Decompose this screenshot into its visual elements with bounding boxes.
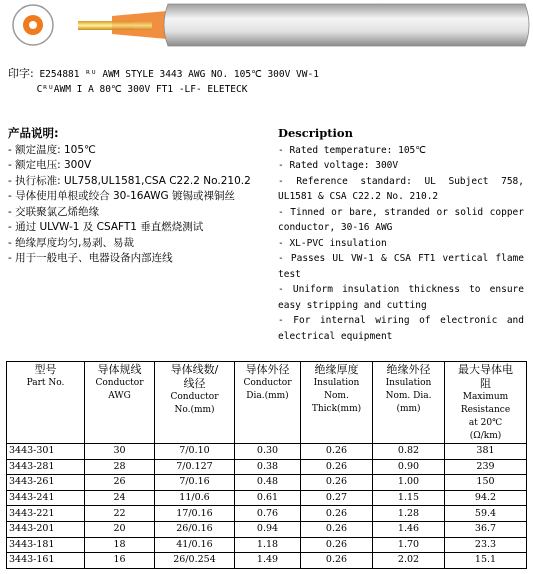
cell-conductor-awg: 18 xyxy=(85,537,155,553)
en-item: - For internal wiring of electronic and electrical equipment xyxy=(278,315,524,342)
cell-conductor-dia: 0.48 xyxy=(235,475,301,491)
cell-conductor-no: 26/0.254 xyxy=(155,553,235,569)
en-item: - Tinned or bare, stranded or solid copper conductor, 30-16 AWG xyxy=(278,206,524,233)
en-item: - Rated temperature: 105℃ xyxy=(278,144,426,156)
spec-table xyxy=(6,361,527,569)
cell-insulation-thick: 0.27 xyxy=(301,490,373,506)
cell-conductor-no: 26/0.16 xyxy=(155,521,235,537)
cell-conductor-no: 7/0.127 xyxy=(155,459,235,475)
table-row xyxy=(7,553,527,569)
cn-item: - 额定电压: 300V xyxy=(8,159,92,171)
header-max-resistance: 最大导体电 阻 Maximum Resistance at 20℃ (Ω/km) xyxy=(445,362,527,444)
cell-part-no: 3443-281 xyxy=(7,459,85,475)
print-line-1: E254881 ᴿᵁ AWM STYLE 3443 AWG NO. 105℃ 300V VW-1 xyxy=(39,69,319,80)
en-item: - Passes UL VW-1 & CSA FT1 vertical flame test xyxy=(278,253,524,280)
table-header-row xyxy=(7,362,527,444)
cell-part-no: 3443-261 xyxy=(7,475,85,491)
table-row xyxy=(7,444,527,460)
cell-conductor-awg: 16 xyxy=(85,553,155,569)
cn-description xyxy=(8,126,263,267)
cell-conductor-dia: 0.61 xyxy=(235,490,301,506)
header-conductor-dia: 导体外径 Conductor Dia.(mm) xyxy=(235,362,301,444)
cell-conductor-no: 7/0.10 xyxy=(155,444,235,460)
cn-item: - 额定温度: 105℃ xyxy=(8,143,96,156)
cell-max-resistance: 94.2 xyxy=(445,490,527,506)
cell-conductor-awg: 26 xyxy=(85,475,155,491)
cell-insulation-dia: 1.70 xyxy=(373,537,445,553)
cell-insulation-dia: 0.82 xyxy=(373,444,445,460)
header-insulation-thick: 绝缘厚度 Insulation Nom. Thick(mm) xyxy=(301,362,373,444)
en-item: - Uniform insulation thickness to ensure easy stripping and cutting xyxy=(278,284,524,311)
cell-max-resistance: 239 xyxy=(445,459,527,475)
cn-description-title: 产品说明: xyxy=(8,126,59,140)
cn-item: - 交联聚氯乙烯绝缘 xyxy=(8,205,100,218)
cell-insulation-dia: 0.90 xyxy=(373,459,445,475)
cell-insulation-thick: 0.26 xyxy=(301,475,373,491)
cell-max-resistance: 59.4 xyxy=(445,506,527,522)
cell-conductor-no: 41/0.16 xyxy=(155,537,235,553)
table-row xyxy=(7,506,527,522)
cell-part-no: 3443-181 xyxy=(7,537,85,553)
header-conductor-no: 导体线数/ 线径 Conductor No.(mm) xyxy=(155,362,235,444)
wire-illustration xyxy=(0,0,533,50)
en-description-title: Description xyxy=(278,126,353,140)
table-row xyxy=(7,521,527,537)
table-row xyxy=(7,475,527,491)
en-item: - XL-PVC insulation xyxy=(278,237,387,249)
cell-conductor-dia: 0.30 xyxy=(235,444,301,460)
cn-item: - 通过 ULVW-1 及 CSAFT1 垂直燃烧测试 xyxy=(8,221,204,233)
cn-item: - 导体使用单根或绞合 30-16AWG 镀锡或裸铜丝 xyxy=(8,190,235,202)
cell-insulation-dia: 1.00 xyxy=(373,475,445,491)
cell-conductor-awg: 20 xyxy=(85,521,155,537)
cell-part-no: 3443-201 xyxy=(7,521,85,537)
cell-max-resistance: 15.1 xyxy=(445,553,527,569)
cell-insulation-dia: 1.46 xyxy=(373,521,445,537)
cell-insulation-dia: 1.15 xyxy=(373,490,445,506)
cell-max-resistance: 381 xyxy=(445,444,527,460)
cell-insulation-dia: 1.28 xyxy=(373,506,445,522)
cell-conductor-dia: 0.38 xyxy=(235,459,301,475)
header-part-no: 型号 Part No. xyxy=(7,362,85,444)
cell-insulation-thick: 0.26 xyxy=(301,459,373,475)
cell-conductor-awg: 30 xyxy=(85,444,155,460)
header-conductor-awg: 导体规线 Conductor AWG xyxy=(85,362,155,444)
cell-conductor-dia: 0.76 xyxy=(235,506,301,522)
cell-max-resistance: 150 xyxy=(445,475,527,491)
table-row xyxy=(7,459,527,475)
table-row xyxy=(7,537,527,553)
cell-conductor-dia: 1.18 xyxy=(235,537,301,553)
cell-conductor-awg: 28 xyxy=(85,459,155,475)
header-insulation-dia: 绝缘外径 Insulation Nom. Dia. (mm) xyxy=(373,362,445,444)
cell-insulation-thick: 0.26 xyxy=(301,553,373,569)
cell-insulation-thick: 0.26 xyxy=(301,506,373,522)
cell-conductor-no: 17/0.16 xyxy=(155,506,235,522)
cn-item: - 执行标准: UL758,UL1581,CSA C22.2 No.210.2 xyxy=(8,174,251,187)
table-row xyxy=(7,490,527,506)
wire-jacket xyxy=(164,4,529,46)
cell-conductor-no: 11/0.6 xyxy=(155,490,235,506)
cell-conductor-dia: 1.49 xyxy=(235,553,301,569)
cell-part-no: 3443-161 xyxy=(7,553,85,569)
cell-insulation-dia: 2.02 xyxy=(373,553,445,569)
cn-item: - 用于一般电子、电器设备内部连线 xyxy=(8,252,173,264)
en-description xyxy=(278,126,524,344)
en-item: - Reference standard: UL Subject 758, UL1581 & CSA C22.2 No. 210.2 xyxy=(278,175,524,202)
print-marking xyxy=(8,66,319,97)
cell-max-resistance: 36.7 xyxy=(445,521,527,537)
cell-conductor-no: 7/0.16 xyxy=(155,475,235,491)
cell-insulation-thick: 0.26 xyxy=(301,444,373,460)
print-label: 印字: xyxy=(8,67,34,80)
cell-conductor-dia: 0.94 xyxy=(235,521,301,537)
cell-conductor-awg: 22 xyxy=(85,506,155,522)
wire-cross-section-conductor xyxy=(29,21,37,29)
cn-item: - 绝缘厚度均匀,易剥、易裁 xyxy=(8,236,134,249)
cell-insulation-thick: 0.26 xyxy=(301,537,373,553)
cell-insulation-thick: 0.26 xyxy=(301,521,373,537)
cell-part-no: 3443-301 xyxy=(7,444,85,460)
cell-max-resistance: 23.3 xyxy=(445,537,527,553)
cell-part-no: 3443-241 xyxy=(7,490,85,506)
en-item: - Rated voltage: 300V xyxy=(278,160,399,171)
print-line-2: CᴿᵁAWM I A 80℃ 300V FT1 -LF- ELETECK xyxy=(36,84,248,95)
cell-conductor-awg: 24 xyxy=(85,490,155,506)
cell-part-no: 3443-221 xyxy=(7,506,85,522)
